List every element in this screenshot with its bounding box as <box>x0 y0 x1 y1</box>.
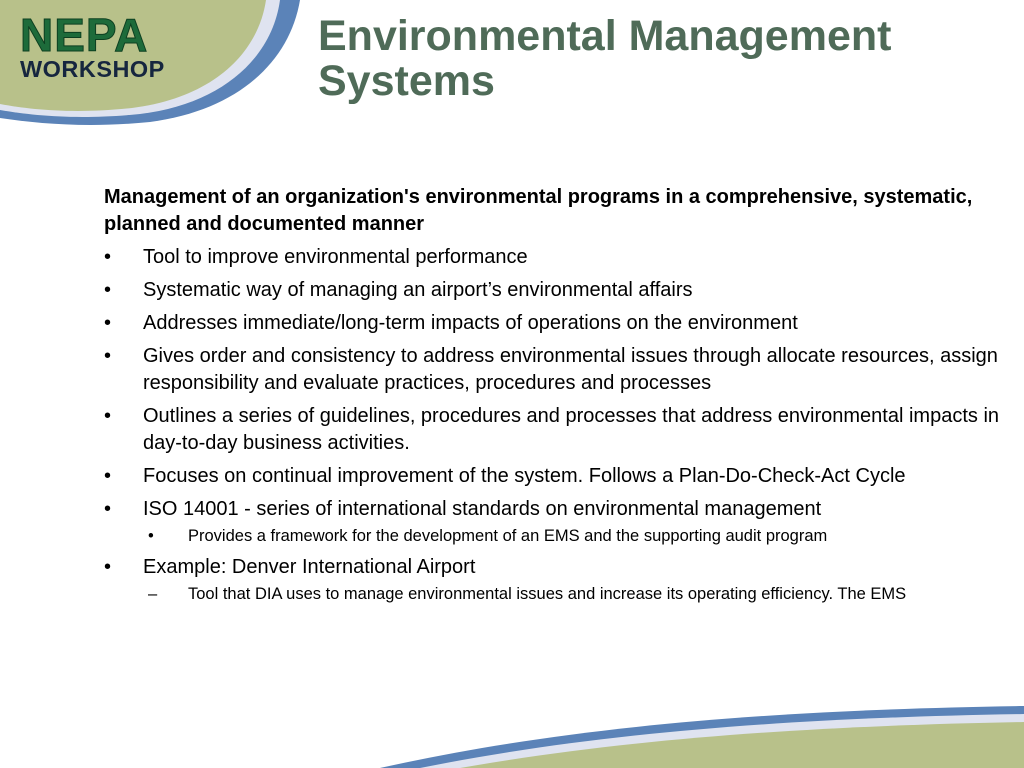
list-item <box>104 310 1014 337</box>
bullet-marker: • <box>104 312 112 334</box>
list-item-text: Tool to improve environmental performance <box>143 246 528 268</box>
list-item-text: Systematic way of managing an airport’s environmental affairs <box>143 279 693 301</box>
bullet-marker: • <box>104 405 112 427</box>
nepa-workshop-logo <box>20 9 190 82</box>
sub-list <box>143 525 1014 548</box>
list-item <box>104 244 1014 271</box>
intro-text: Management of an organization's environmental programs in a comprehensive, systematic, planned and documented manner <box>104 186 973 235</box>
slide-title-line-1: Environmental Management <box>318 12 892 60</box>
list-item-text: Focuses on continual improvement of the system. Follows a Plan-Do-Check-Act Cycle <box>143 465 906 487</box>
list-item-text: ISO 14001 - series of international standards on environmental management <box>143 498 822 520</box>
list-item <box>104 277 1014 304</box>
list-item-text: Addresses immediate/long-term impacts of operations on the environment <box>143 312 798 334</box>
bullet-marker: • <box>104 345 112 367</box>
sub-list-item-text: Tool that DIA uses to manage environmental issues and increase its operating efficiency. The EMS <box>188 585 907 603</box>
list-item <box>104 463 1014 490</box>
bullet-marker: • <box>104 246 112 268</box>
list-item <box>104 554 1014 606</box>
logo-line-workshop: WORKSHOP <box>20 56 165 82</box>
sub-list-item-text: Provides a framework for the development of an EMS and the supporting audit program <box>188 527 828 545</box>
sub-list <box>143 583 1014 606</box>
bullet-list <box>104 244 1014 606</box>
slide-title-line-2: Systems <box>318 57 495 105</box>
sub-bullet-marker: • <box>148 527 154 545</box>
slide-title <box>318 14 1018 104</box>
list-item <box>104 343 1014 397</box>
list-item-text: Gives order and consistency to address environmental issues through allocate resources, assign responsibility and evaluate practices, procedures and processes <box>143 345 998 394</box>
list-item <box>104 403 1014 457</box>
bullet-marker: • <box>104 556 112 578</box>
sub-dash-marker: – <box>148 585 158 603</box>
logo-line-nepa: NEPA <box>20 9 149 61</box>
list-item <box>104 496 1014 548</box>
bullet-marker: • <box>104 498 112 520</box>
footer-wave-graphic <box>0 698 1024 768</box>
sub-list-item <box>143 583 1014 606</box>
bullet-marker: • <box>104 279 112 301</box>
sub-list-item <box>143 525 1014 548</box>
list-item-text: Example: Denver International Airport <box>143 556 476 578</box>
bullet-marker: • <box>104 465 112 487</box>
list-item-text: Outlines a series of guidelines, procedures and processes that address environmental impacts in day-to-day business activities. <box>143 405 1000 454</box>
slide-content <box>104 184 1014 612</box>
